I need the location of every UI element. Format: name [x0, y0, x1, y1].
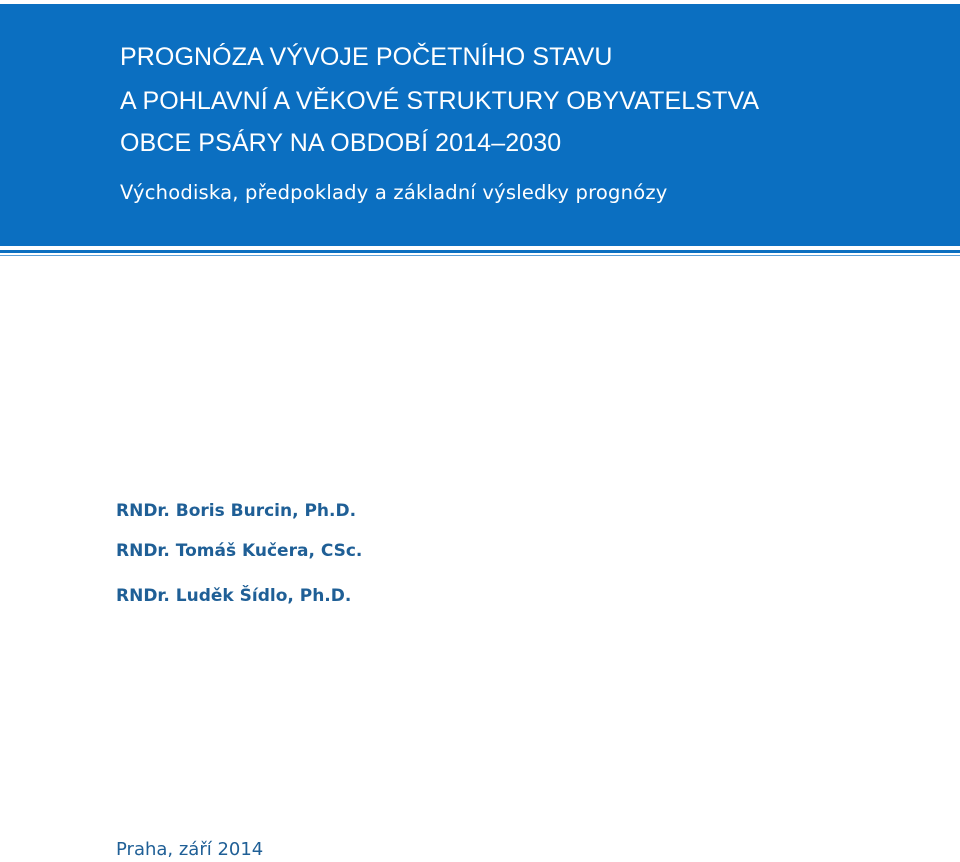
- author-1: RNDr. Boris Burcin, Ph.D.: [116, 501, 357, 521]
- place-date: Praha, září 2014: [116, 839, 264, 860]
- title-line-3: OBCE PSÁRY NA OBDOBÍ 2014–2030: [120, 129, 562, 157]
- title-line-2: A POHLAVNÍ A VĚKOVÉ STRUKTURY OBYVATELSTVA: [120, 87, 760, 115]
- banner-divider-thin-stripe: [0, 255, 960, 256]
- title-banner: [0, 4, 960, 246]
- author-3: RNDr. Luděk Šídlo, Ph.D.: [116, 586, 352, 606]
- author-2: RNDr. Tomáš Kučera, CSc.: [116, 541, 363, 561]
- subtitle: Východiska, předpoklady a základní výsledky prognózy: [120, 181, 668, 204]
- title-line-1: PROGNÓZA VÝVOJE POČETNÍHO STAVU: [120, 43, 613, 71]
- banner-divider-stripe: [0, 250, 960, 253]
